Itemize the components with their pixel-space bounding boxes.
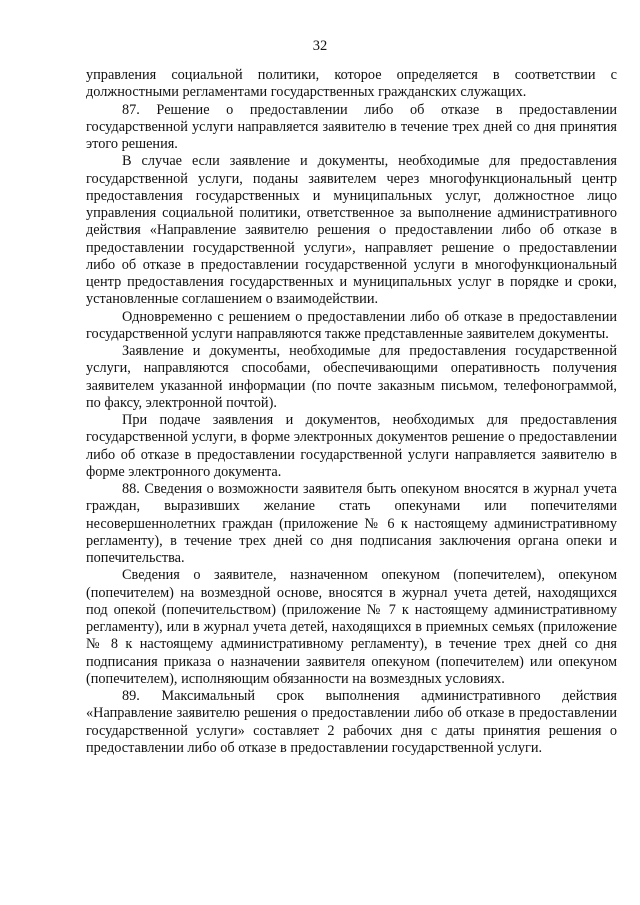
document-body <box>86 67 617 757</box>
paragraph-delivery-methods: Заявление и документы, необходимые для предоставления государственной услуги, направляются способами, обеспечивающими оперативность получения заявителем указанной информации (по почте заказным письмом, телефонограммой, по факсу, электронной почтой). <box>86 343 617 411</box>
paragraph-88: 88. Сведения о возможности заявителя быть опекуном вносятся в журнал учета граждан, выразивших желание стать опекунами или попечителями несовершеннолетних граждан (приложение № 6 к настоящему административному регламенту), в течение трех дней со дня подписания заключения органа опеки и попечительства. <box>86 481 617 566</box>
paragraph-documents-returned: Одновременно с решением о предоставлении либо об отказе в предоставлении государственной услуги направляются также представленные заявителем документы. <box>86 308 617 342</box>
paragraph-electronic-form: При подаче заявления и документов, необходимых для предоставления государственной услуги, в форме электронных документов решение о предоставлении либо об отказе в предоставлении государственной услуги направляется заявителю в форме электронного документа. <box>86 412 617 480</box>
paragraph-continuation: управления социальной политики, которое определяется в соответствии с должностными регламентами государственных гражданских служащих. <box>86 67 617 101</box>
paragraph-87: 87. Решение о предоставлении либо об отказе в предоставлении государственной услуги направляется заявителю в течение трех дней со дня принятия этого решения. <box>86 101 617 152</box>
page-number: 32 <box>312 38 328 54</box>
paragraph-89: 89. Максимальный срок выполнения административного действия «Направление заявителю решения о предоставлении либо об отказе в предоставлении государственной услуги» составляет 2 рабочих дня с даты принятия решения о предоставлении либо об отказе в предоставлении государственной услуги. <box>86 688 617 756</box>
paragraph-mfc-decision: В случае если заявление и документы, необходимые для предоставления государственной услуги, поданы заявителем через многофункциональный центр предоставления государственных и муниципальных услуг, должностное лицо управления социальной политики, ответственное за выполнение административного действия «Направление заявителю решения о предоставлении либо об отказе в предоставлении государственной услуги», направляет решение о предоставлении либо об отказе в предоставлении государственной услуги в многофункциональный центр предоставления государственных и муниципальных услуг в порядке и сроки, установленные соглашением о взаимодействии. <box>86 153 617 308</box>
paragraph-guardian-records: Сведения о заявителе, назначенном опекуном (попечителем), опекуном (попечителем) на возмездной основе, вносятся в журнал учета детей, находящихся под опекой (попечительством) (приложение № 7 к настоящему административному регламенту), или в журнал учета детей, находящихся в приемных семьях (приложение № 8 к настоящему административному регламенту), в течение трех дней со дня подписания приказа о назначении заявителя опекуном (попечителем) или опекуном (попечителем), исполняющим обязанности на возмездных условиях. <box>86 567 617 687</box>
